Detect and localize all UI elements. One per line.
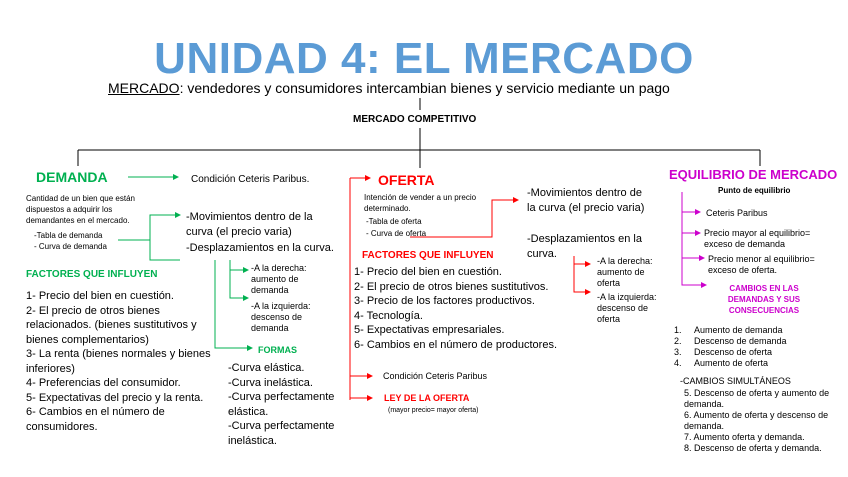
formas-heading: FORMAS	[258, 345, 297, 355]
demanda-tabla: -Tabla de demanda	[34, 231, 103, 240]
cambios-heading: CAMBIOS EN LAS DEMANDAS Y SUS CONSECUENCIAS	[727, 284, 801, 315]
list-item: -Curva perfectamente elástica.	[228, 391, 335, 418]
list-item: 4. Aumento de oferta	[684, 358, 844, 369]
oferta-movimientos: -Movimientos dentro de la curva (el precio varia)	[527, 187, 645, 214]
list-item: 6- Cambios en el número de consumidores.	[26, 406, 165, 433]
ley-oferta-text: (mayor precio= mayor oferta)	[388, 407, 479, 414]
list-item: 4- Tecnología.	[354, 309, 423, 322]
precio-mayor: Precio mayor al equilibrio= exceso de demanda	[704, 228, 811, 249]
list-item: 1. Aumento de demanda	[684, 325, 844, 336]
list-item: 1- Precio del bien en cuestión.	[354, 266, 502, 278]
list-item: 3- Precio de los factores productivos.	[354, 295, 535, 307]
tree-lines	[78, 98, 760, 168]
list-item: 5. Descenso de oferta y aumento de demanda.	[684, 388, 830, 409]
oferta-derecha: -A la derecha: aumento de oferta	[597, 256, 653, 288]
list-item: -Curva perfectamente inelástica.	[228, 420, 335, 447]
list-item: 5- Expectativas empresariales.	[354, 324, 505, 336]
simultaneos-list	[684, 388, 846, 454]
market-definition	[108, 80, 670, 96]
formas-list	[228, 361, 346, 448]
list-item: 2- El precio de otros bienes sustitutivos.	[354, 280, 549, 293]
list-item: 4- Preferencias del consumidor.	[26, 377, 181, 389]
page-title: UNIDAD 4: EL MERCADO	[154, 34, 694, 83]
oferta-factores-list	[354, 265, 574, 352]
list-item: 6- Cambios en el número de productores.	[354, 338, 557, 351]
demanda-desplazamientos: -Desplazamientos en la curva.	[186, 242, 334, 254]
demanda-movimientos: -Movimientos dentro de la curva (el precio varia)	[186, 211, 313, 238]
list-item: 3. Descenso de oferta	[684, 347, 844, 358]
market-keyword: MERCADO	[108, 80, 180, 96]
cambios-simultaneos: -CAMBIOS SIMULTÁNEOS	[680, 376, 791, 386]
oferta-curva: - Curva de oferta	[366, 229, 427, 238]
list-item: 2. Descenso de demanda	[684, 336, 844, 347]
list-item: 1- Precio del bien en cuestión.	[26, 290, 174, 302]
competitive-market-label: MERCADO COMPETITIVO	[353, 114, 477, 125]
equilibrio-ceteris: Ceteris Paribus	[706, 208, 768, 218]
punto-equilibrio: Punto de equilibrio	[718, 186, 791, 195]
oferta-heading: OFERTA	[378, 172, 435, 188]
list-item: 7. Aumento oferta y demanda.	[684, 432, 805, 442]
demanda-curva: - Curva de demanda	[34, 242, 107, 251]
demanda-ceteris: Condición Ceteris Paribus.	[191, 174, 310, 185]
demanda-definition: Cantidad de un bien que están dispuestos a adquirir los demandantes en el mercado.	[26, 194, 135, 225]
list-item: 5- Expectativas del precio y la renta.	[26, 391, 204, 404]
demanda-heading: DEMANDA	[36, 169, 108, 185]
oferta-desplazamientos: -Desplazamientos en la curva.	[527, 233, 642, 260]
oferta-definition: Intención de vender a un precio determinado.	[364, 193, 477, 213]
market-definition-text: : vendedores y consumidores intercambian bienes y servicio mediante un pago	[179, 80, 670, 96]
demanda-factores-list	[26, 289, 222, 434]
oferta-factores-heading: FACTORES QUE INFLUYEN	[362, 250, 494, 261]
list-item: -Curva elástica.	[228, 362, 305, 374]
list-item: 3- La renta (bienes normales y bienes inferiores)	[26, 348, 211, 375]
list-item: 2- El precio de otros bienes relacionados. (bienes sustitutivos y bienes complementarios)	[26, 304, 197, 346]
equilibrio-heading: EQUILIBRIO DE MERCADO	[669, 167, 838, 182]
list-item: 6. Aumento de oferta y descenso de demanda.	[684, 410, 829, 431]
demanda-factores-heading: FACTORES QUE INFLUYEN	[26, 269, 158, 280]
list-item: -Curva inelástica.	[228, 376, 313, 389]
ley-oferta-heading: LEY DE LA OFERTA	[384, 393, 470, 403]
oferta-izquierda: -A la izquierda: descenso de oferta	[597, 292, 657, 324]
equilibrio-arrows	[682, 192, 706, 285]
oferta-tabla: -Tabla de oferta	[366, 217, 422, 226]
demanda-derecha: -A la derecha: aumento de demanda	[251, 263, 307, 295]
demanda-izquierda: -A la izquierda: descenso de demanda	[251, 301, 311, 333]
oferta-ceteris: Condición Ceteris Paribus	[383, 371, 488, 381]
list-item: 8. Descenso de oferta y demanda.	[684, 443, 822, 453]
precio-menor: Precio menor al equilibrio= exceso de oferta.	[708, 254, 815, 275]
cambios-list	[658, 325, 844, 369]
